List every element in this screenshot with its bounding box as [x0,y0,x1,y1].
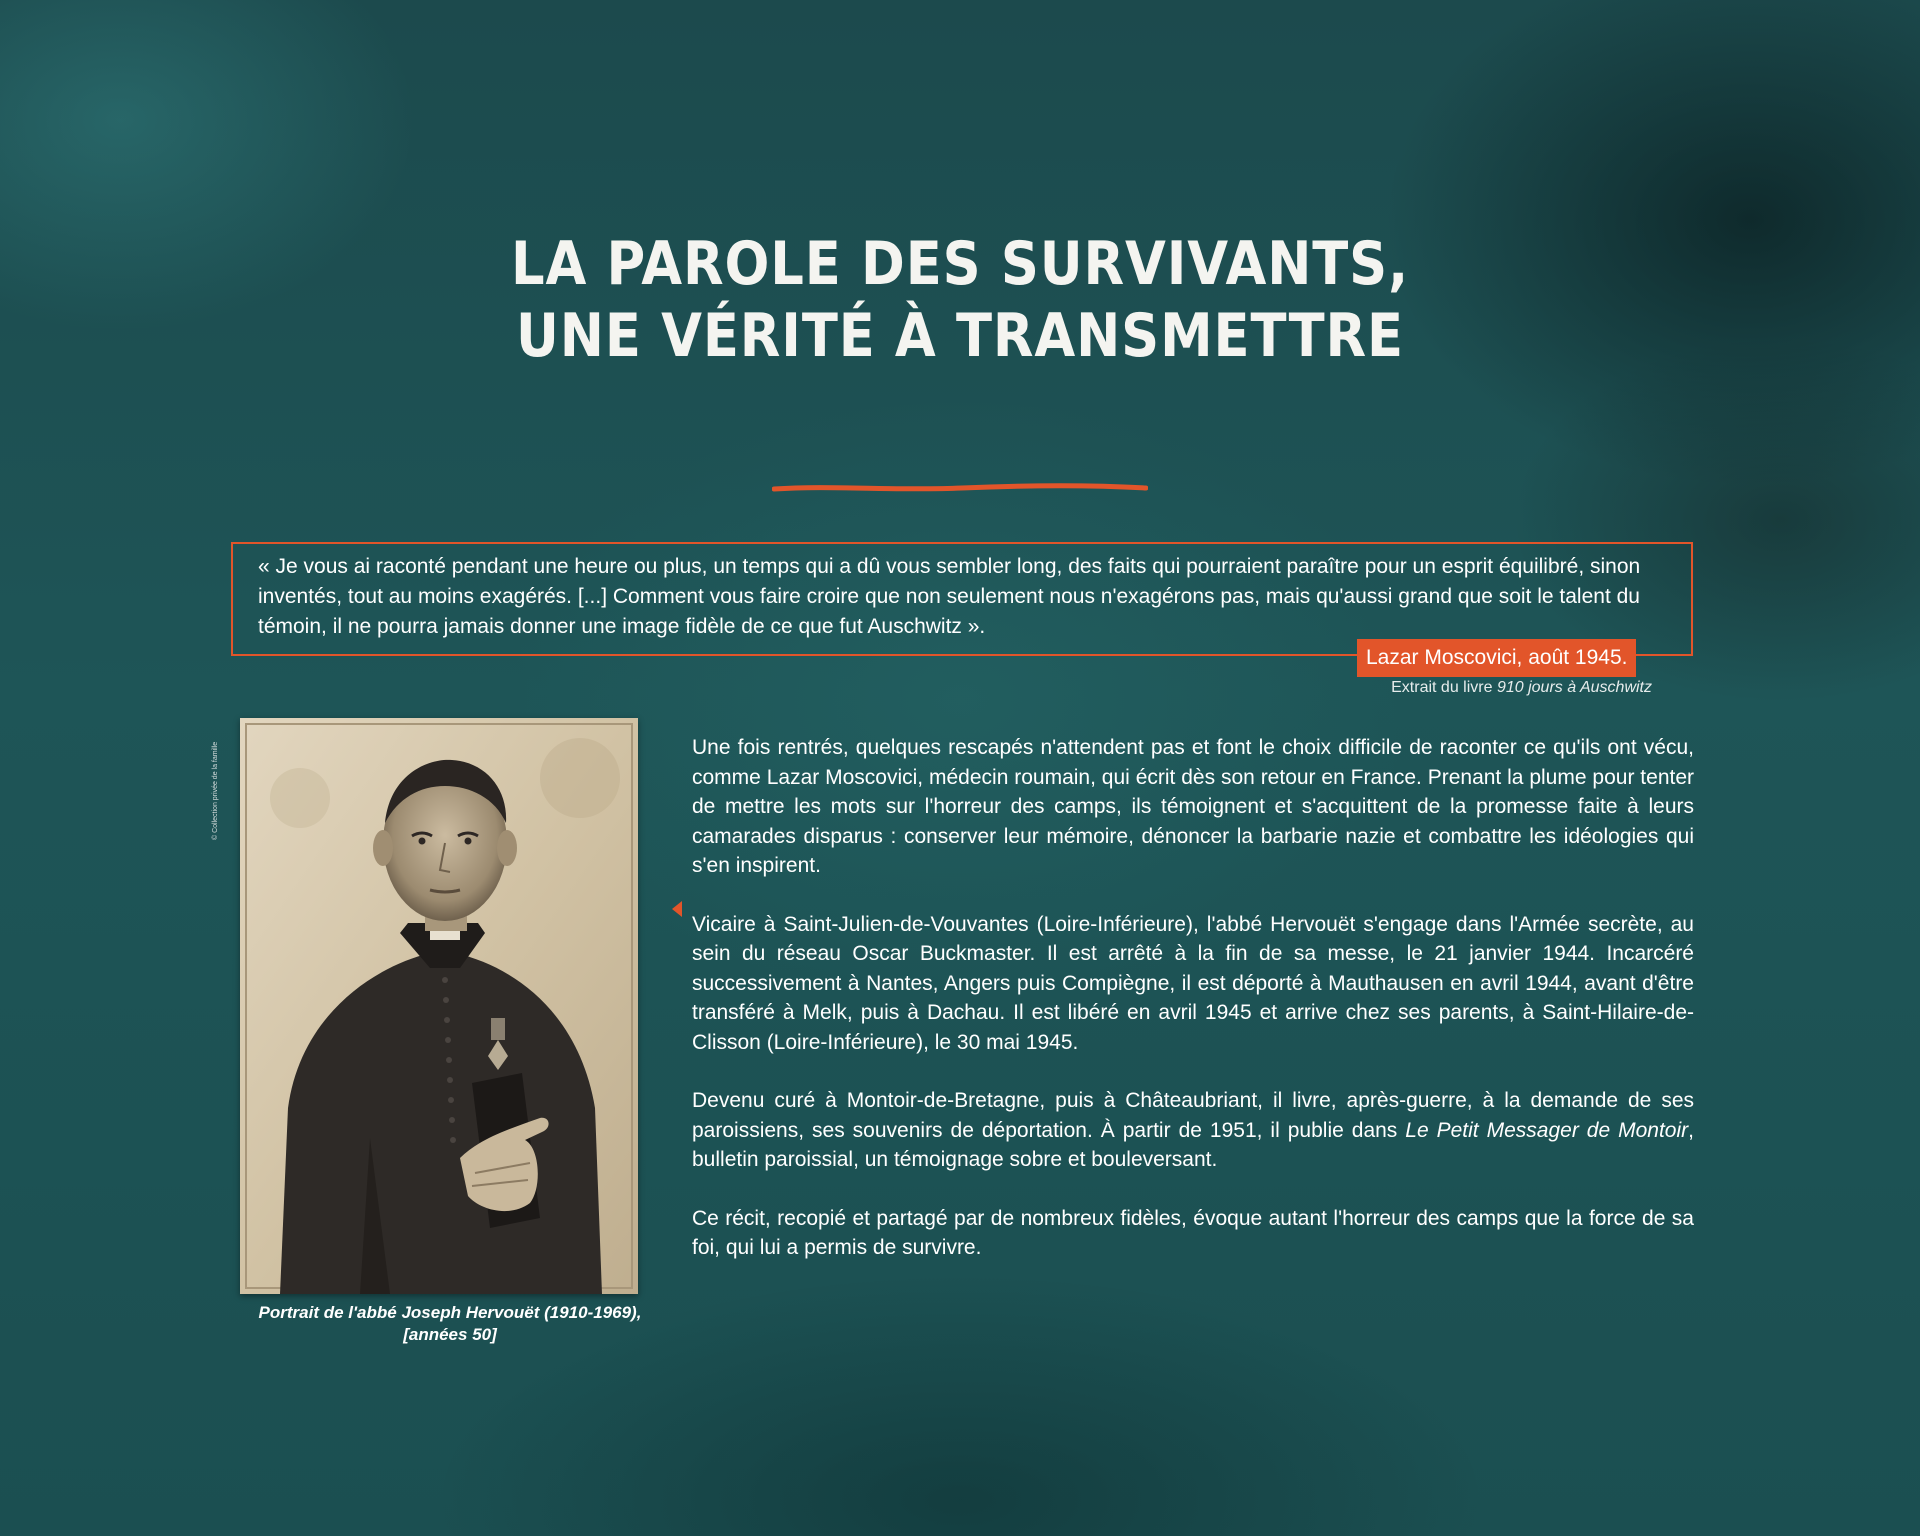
portrait-illustration [240,718,638,1294]
caption-pointer-icon [672,901,682,917]
body-paragraph-2: Vicaire à Saint-Julien-de-Vouvantes (Loire-Inférieure), l'abbé Hervouët s'engage dans l'Armée secrète, au sein du réseau Oscar Buckmaster. Il est arrêté à la fin de sa messe, le 21 janvier 1944. Incarcéré successivement à Nantes, Angers puis Compiègne, il est déporté à Mauthausen en avril 1944, avant d'être transféré à Melk, puis à Dachau. Il est libéré en avril 1945 et arrive chez ses parents, à Saint-Hilaire-de-Clisson (Loire-Inférieure), le 30 mai 1945. [692,912,1694,1054]
page-title [115,228,1805,372]
body-text [692,733,1694,1292]
quote-source-book-title: 910 jours à Auschwitz [1496,679,1652,696]
photo-caption-line-1: Portrait de l'abbé Joseph Hervouët (1910-1969), [258,1303,642,1322]
body-paragraph-3-title: Le Petit Messager de Montoir [1405,1118,1689,1142]
photo-credit: © Collection privée de la famille [212,741,219,840]
quote-text: « Je vous ai raconté pendant une heure ou plus, un temps qui a dû vous sembler long, des faits qui pourraient paraître pour un esprit équilibré, sinon inventés, tout au moins exagérés. [...] Comment vous faire croire que non seulement nous n'exagérons pas, mais qu'aussi grand que soit le talent du témoin, il ne pourra jamais donner une image fidèle de ce que fut Auschwitz ». [258,555,1641,638]
portrait-photo [240,718,638,1294]
body-paragraph-1: Une fois rentrés, quelques rescapés n'attendent pas et font le choix difficile de raconter ce qu'ils ont vécu, comme Lazar Moscovici, médecin roumain, qui écrit dès son retour en France. Prenant la plume pour tenter de mettre les mots sur l'horreur des camps, ils témoignent et s'acquittent de la promesse faite à leurs camarades disparus : conserver leur mémoire, dénoncer la barbarie nazie et combattre les idéologies qui s'en inspirent. [692,736,1694,877]
quote-source [1260,677,1652,699]
body-paragraph-3-part-a: Devenu curé à Montoir-de-Bretagne, puis à Châteaubriant, il livre, après-guerre, à la demande de ses paroissiens, ses souvenirs de déportation. À partir de 1951, il publie dans [692,1089,1694,1142]
body-paragraph-4: Ce récit, recopié et partagé par de nombreux fidèles, évoque autant l'horreur des camps que la force de sa foi, qui lui a permis de survivre. [692,1206,1694,1259]
body-paragraph-3-part-b: , bulletin paroissial, un témoignage sobre et bouleversant. [692,1118,1694,1171]
photo-caption-line-2: [années 50] [403,1325,497,1344]
photo-caption [240,1302,660,1346]
body-paragraph-3 [692,1086,1694,1175]
title-line-2: UNE VÉRITÉ À TRANSMETTRE [516,301,1404,371]
quote-source-prefix: Extrait du livre [1391,679,1493,696]
quote-author-badge: Lazar Moscovici, août 1945. [1357,639,1636,677]
title-line-1: LA PAROLE DES SURVIVANTS, [510,229,1410,299]
title-underline [772,480,1148,496]
